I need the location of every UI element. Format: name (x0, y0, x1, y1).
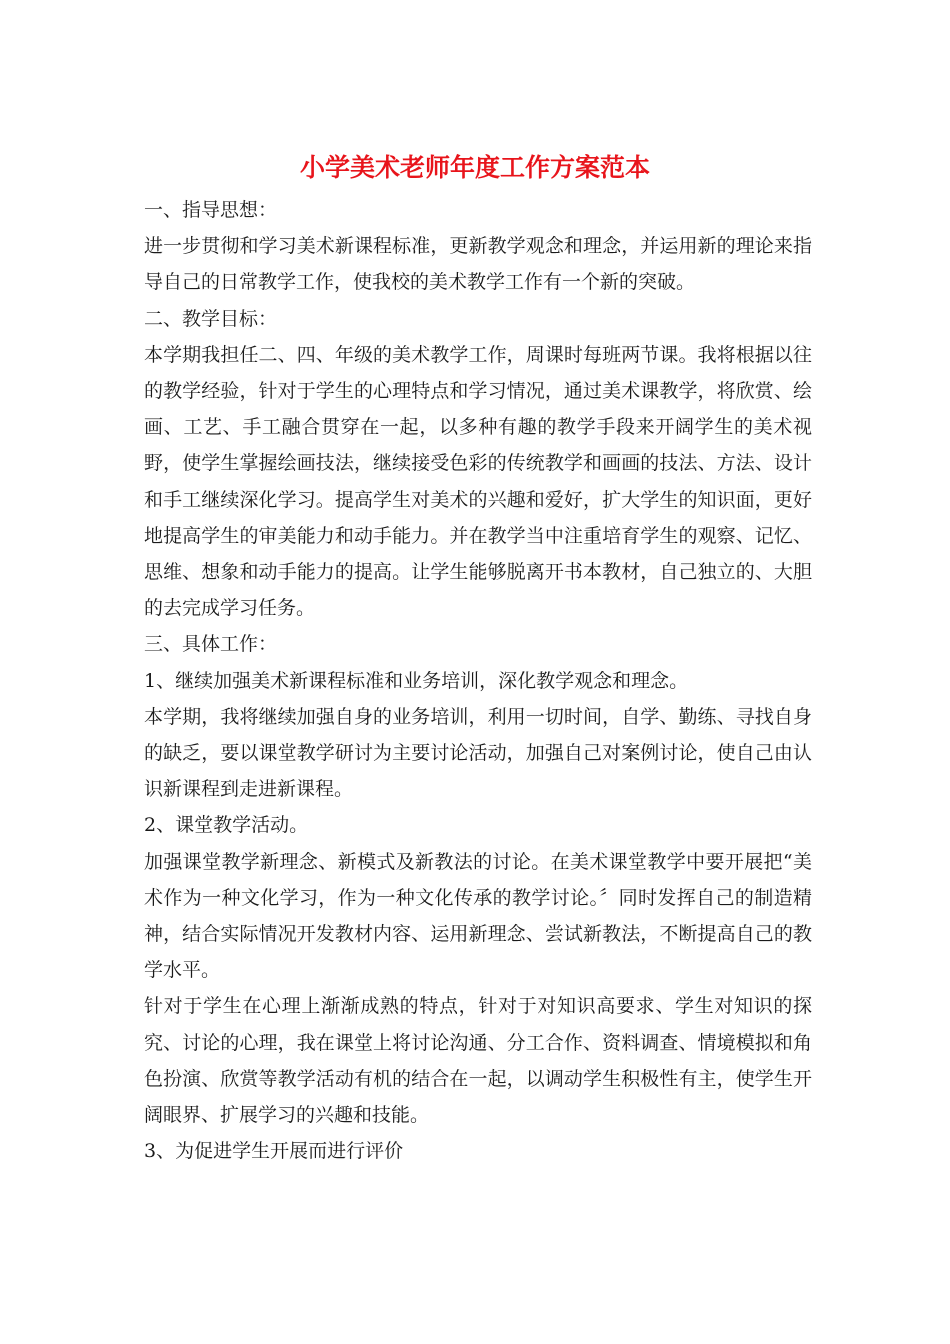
item-2-paragraph-1: 加强课堂教学新理念、新模式及新教法的讨论。在美术课堂教学中要开展把“美术作为一种文化学习，作为一种文化传承的教学讨论。〞同时发挥自己的制造精神，结合实际情况开发教材内容、运用新理念、尝试新教法，不断提高自己的教学水平。 (144, 850, 812, 982)
heading-guiding-ideology: 一、指导思想： (144, 199, 278, 221)
document-title: 小学美术老师年度工作方案范本 (299, 153, 650, 182)
paragraph-teaching-goals: 本学期我担任二、四、年级的美术教学工作，周课时每班两节课。我将根据以往的教学经验，针对于学生的心理特点和学习情况，通过美术课教学，将欣赏、绘画、工艺、手工融合贯穿在一起，以多种有趣的教学手段来开阔学生的美术视野，使学生掌握绘画技法，继续接受色彩的传统教学和画画的技法、方法、设计和手工继续深化学习。提高学生对美术的兴趣和爱好，扩大学生的知识面，更好地提高学生的审美能力和动手能力。并在教学当中注重培育学生的观察、记忆、思维、想象和动手能力的提高。让学生能够脱离开书本教材，自己独立的、大胆的去完成学习任务。 (144, 343, 812, 620)
paragraph-guiding-ideology: 进一步贯彻和学习美术新课程标准，更新教学观念和理念，并运用新的理论来指导自己的日常教学工作，使我校的美术教学工作有一个新的突破。 (144, 235, 812, 294)
item-1-heading: 1、继续加强美术新课程标准和业务培训，深化教学观念和理念。 (144, 669, 689, 692)
item-2-paragraph-2: 针对于学生在心理上渐渐成熟的特点，针对于对知识高要求、学生对知识的探究、讨论的心理，我在课堂上将讨论沟通、分工合作、资料调查、情境模拟和角色扮演、欣赏等教学活动有机的结合在一起，以调动学生积极性有主，使学生开阔眼界、扩展学习的兴趣和技能。 (144, 995, 812, 1127)
item-1-paragraph: 本学期，我将继续加强自身的业务培训，利用一切时间，自学、勤练、寻找自身的缺乏，要以课堂教学研讨为主要讨论活动，加强自己对案例讨论，使自己由认识新课程到走进新课程。 (144, 705, 812, 801)
item-2-heading: 2、课堂教学活动。 (144, 814, 309, 837)
heading-specific-work: 三、具体工作： (144, 633, 278, 656)
heading-teaching-goals: 二、教学目标： (144, 307, 278, 330)
document-body (144, 192, 812, 1169)
item-3-heading: 3、为促进学生开展而进行评价 (144, 1140, 404, 1163)
